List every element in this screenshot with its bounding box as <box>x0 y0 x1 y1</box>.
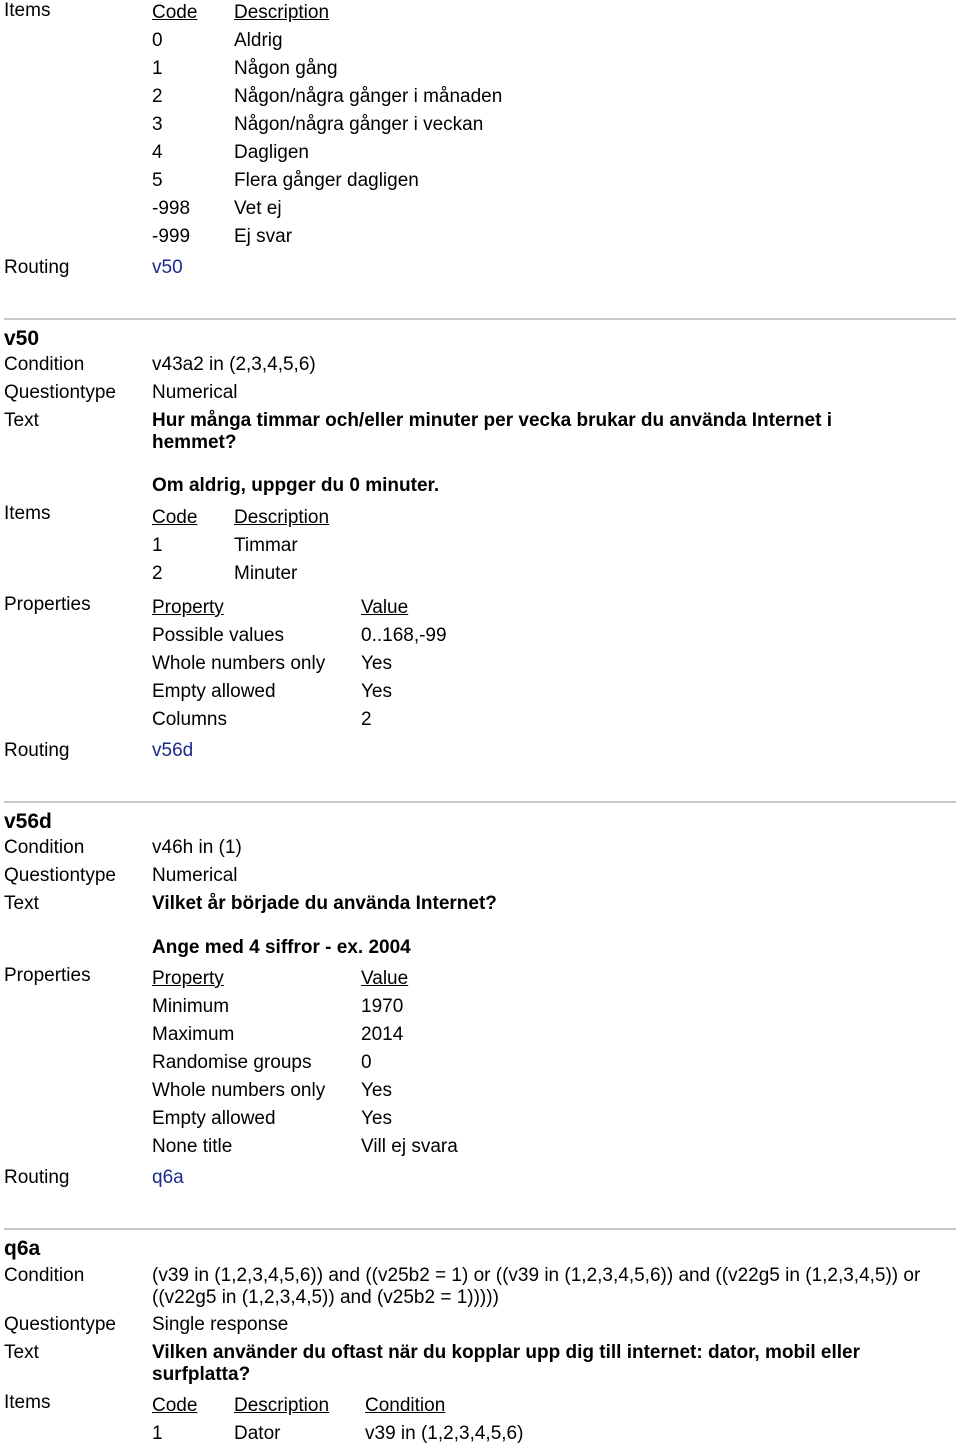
item-description: Flera gånger dagligen <box>234 170 419 191</box>
property-value: Yes <box>361 1080 392 1101</box>
item-description: Ej svar <box>234 226 293 247</box>
property-name: Randomise groups <box>152 1052 312 1073</box>
condition-value: v46h in (1) <box>152 837 242 858</box>
items-label: Items <box>4 1392 51 1413</box>
code-header: Code <box>152 1395 198 1416</box>
property-value: 2 <box>361 709 372 730</box>
section-divider <box>4 1228 956 1230</box>
item-code: -998 <box>152 198 191 219</box>
items-label: Items <box>4 0 51 21</box>
item-description: Timmar <box>234 535 298 556</box>
question-title: v50 <box>4 327 40 350</box>
question-title: v56d <box>4 810 52 833</box>
condition-label: Condition <box>4 1265 85 1286</box>
routing-label: Routing <box>4 257 70 278</box>
property-name: Minimum <box>152 996 230 1017</box>
routing-link[interactable]: v56d <box>152 740 194 761</box>
questiontype-label: Questiontype <box>4 1314 116 1335</box>
description-header: Description <box>234 1395 330 1416</box>
property-name: Columns <box>152 709 227 730</box>
item-code: 5 <box>152 170 163 191</box>
condition-label: Condition <box>4 837 85 858</box>
items-label: Items <box>4 503 51 524</box>
property-header: Property <box>152 968 224 989</box>
question-title: q6a <box>4 1237 41 1260</box>
value-header: Value <box>361 597 409 618</box>
item-code: 0 <box>152 30 163 51</box>
property-name: Maximum <box>152 1024 235 1045</box>
description-header: Description <box>234 507 330 528</box>
item-description: Vet ej <box>234 198 282 219</box>
item-description: Dator <box>234 1423 281 1444</box>
item-description: Någon gång <box>234 58 338 79</box>
item-condition: v39 in (1,2,3,4,5,6) <box>365 1423 524 1444</box>
questiontype-label: Questiontype <box>4 865 116 886</box>
item-description: Dagligen <box>234 142 309 163</box>
item-description: Någon/några gånger i månaden <box>234 86 503 107</box>
item-code: 1 <box>152 1423 163 1444</box>
questiontype-value: Numerical <box>152 382 238 403</box>
code-header: Code <box>152 2 198 23</box>
value-header: Value <box>361 968 409 989</box>
condition-value: (v39 in (1,2,3,4,5,6)) and ((v25b2 = 1) or ((v39 in (1,2,3,4,5,6)) and ((v22g5 in (1,2,3,4,5)) or ((v22g5 in (1,2,3,4,5)) and (v25b2 = 1))))) <box>152 1265 921 1308</box>
item-code: 1 <box>152 535 163 556</box>
item-description: Minuter <box>234 563 298 584</box>
item-code: 2 <box>152 563 163 584</box>
property-name: Empty allowed <box>152 1108 276 1129</box>
routing-link[interactable]: q6a <box>152 1167 184 1188</box>
questiontype-value: Numerical <box>152 865 238 886</box>
property-value: Yes <box>361 1108 392 1129</box>
description-header: Description <box>234 2 330 23</box>
question-text: Hur många timmar och/eller minuter per vecka brukar du använda Internet i hemmet? <box>152 410 832 453</box>
question-text: Vilket år började du använda Internet? <box>152 893 497 914</box>
property-name: None title <box>152 1136 233 1157</box>
properties-label: Properties <box>4 965 91 986</box>
property-name: Whole numbers only <box>152 653 326 674</box>
code-header: Code <box>152 507 198 528</box>
condition-header: Condition <box>365 1395 446 1416</box>
property-value: Vill ej svara <box>361 1136 458 1157</box>
property-name: Empty allowed <box>152 681 276 702</box>
condition-label: Condition <box>4 354 85 375</box>
condition-value: v43a2 in (2,3,4,5,6) <box>152 354 316 375</box>
property-name: Possible values <box>152 625 285 646</box>
item-code: 1 <box>152 58 163 79</box>
property-value: 2014 <box>361 1024 404 1045</box>
item-code: 3 <box>152 114 163 135</box>
questiontype-label: Questiontype <box>4 382 116 403</box>
item-code: -999 <box>152 226 191 247</box>
property-value: 0..168,-99 <box>361 625 447 646</box>
question-instruction: Ange med 4 siffror - ex. 2004 <box>152 937 411 958</box>
properties-label: Properties <box>4 594 91 615</box>
item-description: Någon/några gånger i veckan <box>234 114 484 135</box>
section-divider <box>4 318 956 320</box>
questiontype-value: Single response <box>152 1314 289 1335</box>
text-label: Text <box>4 410 39 431</box>
property-value: 0 <box>361 1052 372 1073</box>
property-name: Whole numbers only <box>152 1080 326 1101</box>
routing-label: Routing <box>4 1167 70 1188</box>
property-header: Property <box>152 597 224 618</box>
item-code: 2 <box>152 86 163 107</box>
property-value: 1970 <box>361 996 404 1017</box>
property-value: Yes <box>361 653 392 674</box>
question-instruction: Om aldrig, uppger du 0 minuter. <box>152 475 440 496</box>
text-label: Text <box>4 893 39 914</box>
question-text: Vilken använder du oftast när du kopplar upp dig till internet: dator, mobil eller surfplatta? <box>152 1342 861 1385</box>
item-code: 4 <box>152 142 163 163</box>
property-value: Yes <box>361 681 392 702</box>
routing-label: Routing <box>4 740 70 761</box>
text-label: Text <box>4 1342 39 1363</box>
section-divider <box>4 801 956 803</box>
routing-link[interactable]: v50 <box>152 257 183 278</box>
item-description: Aldrig <box>234 30 283 51</box>
